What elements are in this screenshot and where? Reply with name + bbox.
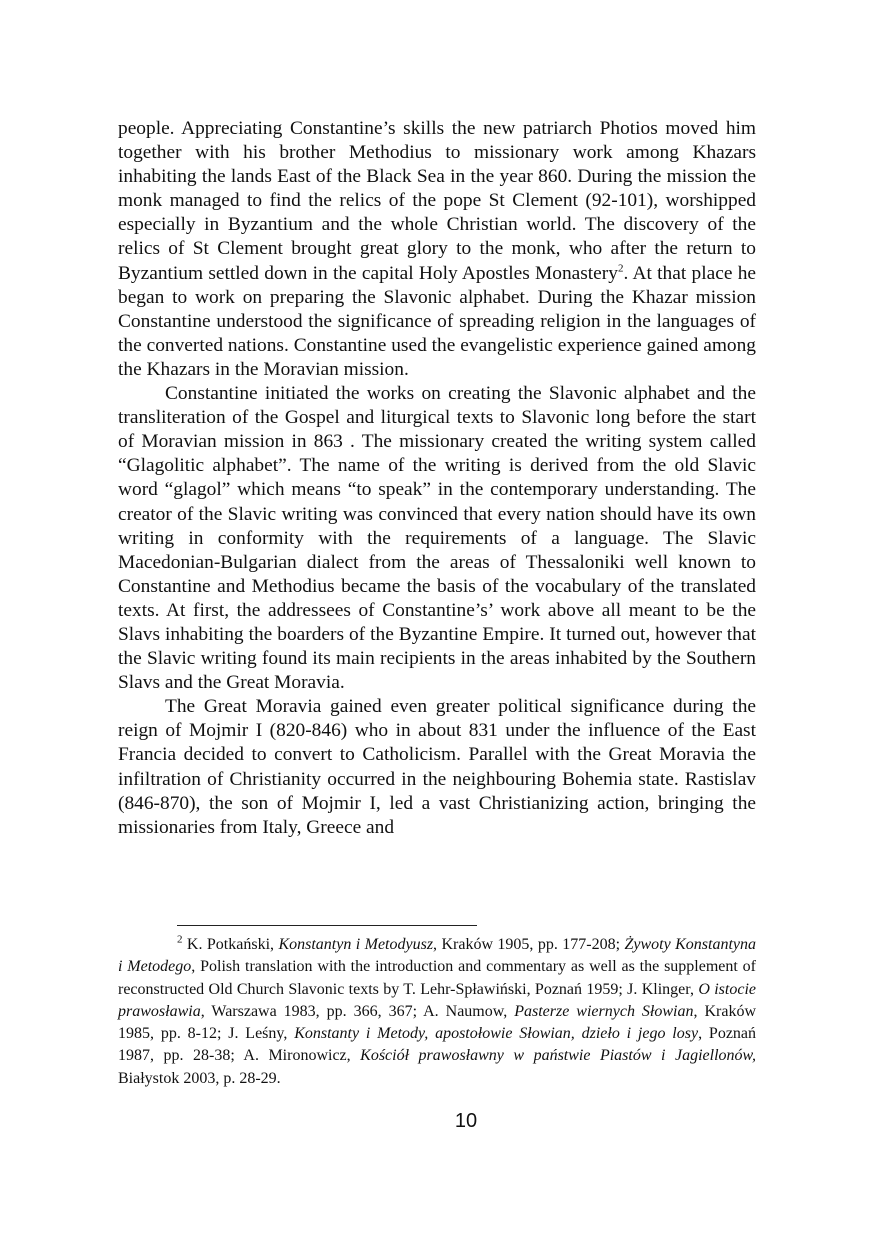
footnote-segment: K. Potkański,: [182, 936, 279, 953]
page-number: 10: [454, 1110, 478, 1132]
footnote-segment: , Polish translation with the introduction and commentary as well as the supplement of reconstructed Old Church Slavonic texts by T. Lehr-Spławiński, Poznań 1959; J. Klinger,: [118, 958, 757, 998]
footnote-text: [118, 933, 757, 1087]
footnote-segment: , Kraków 1905, pp. 177-208;: [433, 936, 625, 953]
paragraph-text: . At that place he began to work on preparing the Slavonic alphabet. During the Khazar mission Constantine understood the significance of spreading religion in the languages of the converted nations. Constantine used the evangelistic experience gained among the Khazars in the Moravian mission.: [118, 262, 756, 380]
citation-title: Pasterze wiernych Słowian: [514, 1002, 694, 1020]
paragraph-1: [118, 117, 756, 382]
citation-title: Konstantyn i Metodyusz: [278, 936, 434, 953]
footnote-segment: , Poznań 1987, pp. 28-38; A. Mironowicz,: [118, 1025, 757, 1065]
footnote-separator: [177, 925, 477, 926]
paragraph-3: The Great Moravia gained even greater political significance during the reign of Mojmir I (820-846) who in about 831 under the influence of the East Francia decided to convert to Catholicism. Parallel with the Great Moravia the infiltration of Christianity occurred in the neighbouring Bohemia state. Rastislav (846-870), the son of Mojmir I, led a vast Christianizing action, bringing the missionaries from Italy, Greece and: [118, 696, 756, 838]
citation-title: Żywoty Konstantyna i Metodego: [118, 936, 756, 976]
footnote-number: 2: [177, 933, 183, 946]
body-text: [118, 117, 756, 840]
footnote-segment: , Kraków 1985, pp. 8-12; J. Leśny,: [118, 1002, 757, 1043]
footnote-reference[interactable]: 2: [617, 262, 624, 275]
citation-title: Kościół prawosławny w państwie Piastów i Jagiellonów,: [360, 1047, 756, 1065]
footnote-segment: Białystok 2003, p. 28-29.: [118, 1069, 281, 1087]
citation-title: Konstanty i Metody, apostołowie Słowian, dzieło i jego losy: [294, 1025, 699, 1043]
paragraph-text: people. Appreciating Constantine’s skills the new patriarch Photios moved him together with his brother Methodius to missionary work among Khazars inhabiting the lands East of the Black Sea in the year 860. During the mission the monk managed to find the relics of the pope St Clement (92-101), worshipped especially in Byzantium and the whole Christian world. The discovery of the relics of St Clement brought great glory to the monk, who after the return to Byzantium settled down in the capital Holy Apostles Monastery: [118, 118, 756, 284]
footnote-segment: , Warszawa 1983, pp. 366, 367; A. Naumow,: [200, 1002, 515, 1020]
paragraph-2: Constantine initiated the works on creating the Slavonic alphabet and the transliteration of the Gospel and liturgical texts to Slavonic long before the start of Moravian mission in 863 . The missionary created the writing system called “Glagolitic alphabet”. The name of the writing is derived from the old Slavic word “glagol” which means “to speak” in the contemporary understanding. The creator of the Slavic writing was convinced that every nation should have its own writing in conformity with the requirements of a language. The Slavic Macedonian-Bulgarian dialect from the areas of Thessaloniki well known to Constantine and Methodius became the basis of the vocabulary of the translated texts. At first, the addressees of Constantine’s’ work above all meant to be the Slavs inhabiting the boarders of the Byzantine Empire. It turned out, however that the Slavic writing found its main recipients in the areas inhabited by the Southern Slavs and the Great Moravia.: [118, 383, 756, 694]
footnote: [118, 934, 756, 1090]
citation-title: O istocie prawosławia: [118, 980, 756, 1020]
